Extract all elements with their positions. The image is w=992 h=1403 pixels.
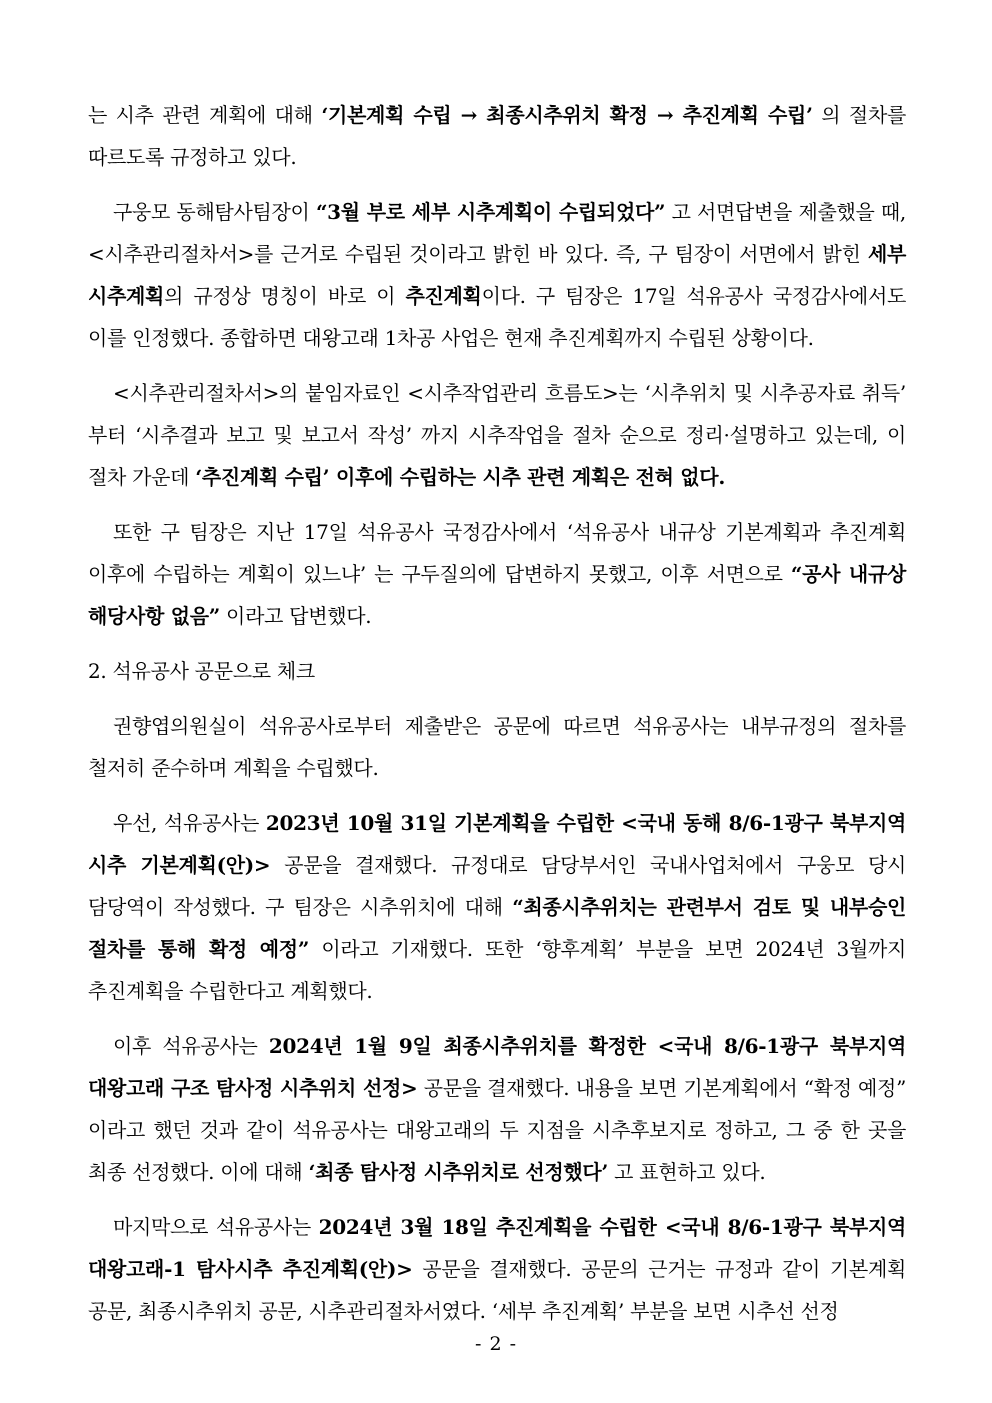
emphasis-text: 2023년 10월 31일 기본계획을 수립한 <국내 동해 8/6-1광구 북부지역 시추 기본계획(안)> (88, 811, 906, 877)
body-text: 의 규정상 명칭이 바로 이 (164, 284, 406, 308)
emphasis-text: 추진계획 (405, 284, 482, 308)
page-number: - 2 - (474, 1333, 517, 1355)
emphasis-text: “최종시추위치는 관련부서 검토 및 내부승인 절차를 통해 확정 예정” (88, 895, 906, 961)
paragraph (88, 1206, 906, 1332)
paragraph (88, 1025, 906, 1193)
paragraph (88, 802, 906, 1012)
body-text: 이라고 기재했다. 또한 ‘향후계획’ 부분을 보면 2024년 3월까지 추진계획을 수립한다고 계획했다. (88, 937, 907, 1003)
body-text: 2. 석유공사 공문으로 체크 (88, 659, 315, 683)
body-text: 이다. 구 팀장은 17일 석유공사 국정감사에서도 이를 인정했다. 종합하면 대왕고래 1차공 사업은 현재 추진계획까지 수립된 상황이다. (88, 284, 906, 350)
paragraph (88, 191, 906, 359)
body-text: 마지막으로 석유공사는 (113, 1215, 319, 1239)
body-text: 공문을 결재했다. 공문의 근거는 규정과 같이 기본계획 공문, 최종시추위치 공문, 시추관리절차서였다. ‘세부 추진계획’ 부분을 보면 시추선 선정 (88, 1257, 906, 1323)
body-text: 우선, 석유공사는 (113, 811, 266, 835)
body-text: 이후 석유공사는 (113, 1034, 269, 1058)
emphasis-text: “공사 내규상 해당사항 없음” (88, 562, 906, 628)
body-text: 또한 구 팀장은 지난 17일 석유공사 국정감사에서 ‘석유공사 내규상 기본계획과 추진계획 이후에 수립하는 계획이 있느냐’ 는 구두질의에 답변하지 못했고, 이후 서면으로 (88, 520, 906, 586)
paragraph (88, 94, 906, 178)
body-text: 이라고 답변했다. (220, 604, 372, 628)
paragraph (88, 705, 906, 789)
body-text: 권향엽의원실이 석유공사로부터 제출받은 공문에 따르면 석유공사는 내부규정의 절차를 철저히 준수하며 계획을 수립했다. (88, 714, 906, 780)
body-text: 공문을 결재했다. 규정대로 담당부서인 국내사업처에서 구웅모 당시 담당역이 작성했다. 구 팀장은 시추위치에 대해 (88, 853, 906, 919)
emphasis-text: 2024년 3월 18일 추진계획을 수립한 <국내 8/6-1광구 북부지역 대왕고래-1 탐사시추 추진계획(안)> (88, 1215, 906, 1281)
emphasis-text: 2024년 1월 9일 최종시추위치를 확정한 <국내 8/6-1광구 북부지역 대왕고래 구조 탐사정 시추위치 선정> (88, 1034, 906, 1100)
body-text: 공문을 결재했다. 내용을 보면 기본계획에서 “확정 예정” 이라고 했던 것과 같이 석유공사는 대왕고래의 두 지점을 시추후보지로 정하고, 그 중 한 곳을 최종 선정했다. 이에 대해 (88, 1076, 907, 1184)
emphasis-text: “3월 부로 세부 시추계획이 수립되었다” (315, 200, 666, 224)
emphasis-text: ‘추진계획 수립’ 이후에 수립하는 시추 관련 계획은 전혀 없다. (195, 465, 725, 489)
body-text: 고 서면답변을 제출했을 때, <시추관리절차서>를 근거로 수립된 것이라고 밝힌 바 있다. 즉, 구 팀장이 서면에서 밝힌 (88, 200, 906, 266)
body-text: 고 표현하고 있다. (608, 1160, 766, 1184)
emphasis-text: 세부 시추계획 (88, 242, 906, 308)
body-text: 는 시추 관련 계획에 대해 (88, 103, 322, 127)
body-text: 의 절차를 따르도록 규정하고 있다. (88, 103, 906, 169)
body-text: <시추관리절차서>의 붙임자료인 <시추작업관리 흐름도>는 ‘시추위치 및 시추공자료 취득’ 부터 ‘시추결과 보고 및 보고서 작성’ 까지 시추작업을 절차 순으로 정리·설명하고 있는데, 이 절차 가운데 (88, 381, 906, 489)
paragraph (88, 372, 906, 498)
emphasis-text: ‘최종 탐사정 시추위치로 선정했다’ (308, 1160, 609, 1184)
emphasis-text: ‘기본계획 수립 → 최종시추위치 확정 → 추진계획 수립’ (321, 103, 813, 127)
body-text: 구웅모 동해탐사팀장이 (113, 200, 316, 224)
document-content (88, 94, 906, 1332)
paragraph (88, 511, 906, 637)
section-heading (88, 650, 906, 692)
